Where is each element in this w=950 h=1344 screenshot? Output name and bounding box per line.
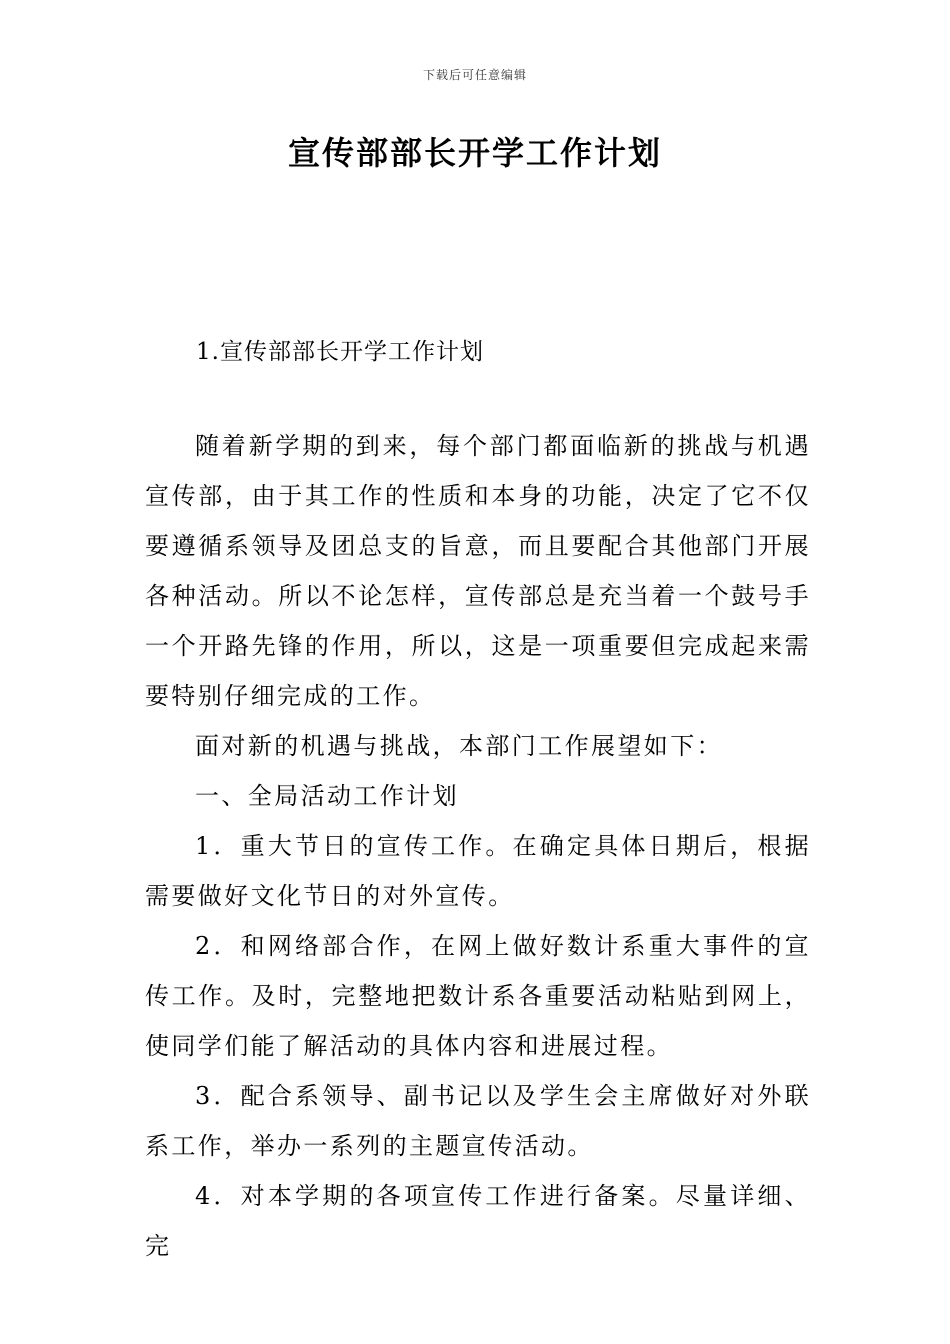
- header-note: 下载后可任意编辑: [422, 68, 527, 82]
- paragraph-part-one-heading: 一、全局活动工作计划: [195, 782, 459, 810]
- paragraph-item-1: 1．重大节日的宣传工作。在确定具体日期后，根据需要做好文化节日的对外宣传。: [145, 832, 811, 910]
- paragraph-item-3: 3．配合系领导、副书记以及学生会主席做好对外联系工作，举办一系列的主题宣传活动。: [145, 1082, 811, 1160]
- paragraph-outlook: 面对新的机遇与挑战，本部门工作展望如下：: [195, 732, 723, 760]
- paragraph-item-4: 4．对本学期的各项宣传工作进行备案。尽量详细、完: [145, 1182, 811, 1260]
- document-title: 宣传部部长开学工作计划: [287, 134, 662, 172]
- section-heading: 1.宣传部部长开学工作计划: [196, 339, 484, 365]
- paragraph-item-2: 2．和网络部合作，在网上做好数计系重大事件的宣传工作。及时，完整地把数计系各重要活动粘贴到网上，使同学们能了解活动的具体内容和进展过程。: [145, 932, 811, 1060]
- document-body: [145, 421, 811, 1271]
- paragraph-intro: 随着新学期的到来，每个部门都面临新的挑战与机遇宣传部，由于其工作的性质和本身的功能，决定了它不仅要遵循系领导及团总支的旨意，而且要配合其他部门开展各种活动。所以不论怎样，宣传部总是充当着一个鼓号手一个开路先锋的作用，所以，这是一项重要但完成起来需要特别仔细完成的工作。: [145, 432, 811, 710]
